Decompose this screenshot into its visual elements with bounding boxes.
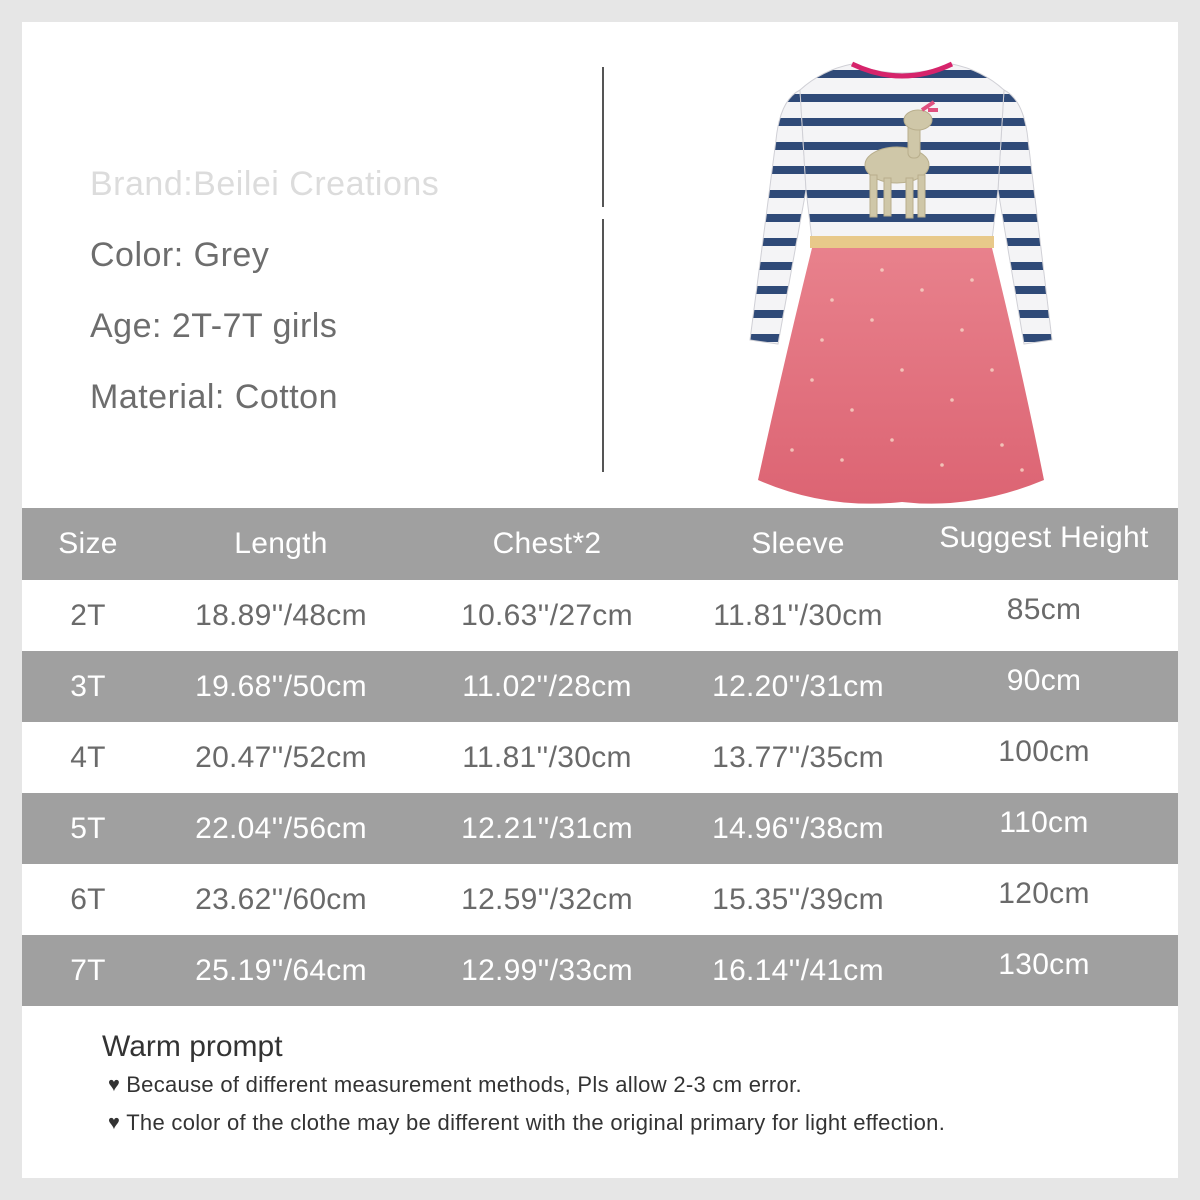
cell-length: 25.19''/64cm	[195, 953, 367, 987]
age-text: Age: 2T-7T girls	[90, 307, 338, 345]
color-text: Color: Grey	[90, 236, 270, 274]
cell-sleeve: 12.20''/31cm	[712, 669, 884, 703]
cell-sleeve: 11.81''/30cm	[713, 598, 883, 632]
table-row	[22, 935, 1178, 1006]
note-item	[102, 1072, 945, 1098]
table-row	[22, 651, 1178, 722]
dress-image	[722, 40, 1082, 510]
table-row	[22, 864, 1178, 935]
cell-chest: 10.63''/27cm	[461, 598, 633, 632]
table-row	[22, 793, 1178, 864]
cell-size: 2T	[70, 598, 106, 632]
cell-size: 7T	[70, 953, 106, 987]
header-size: Size	[58, 527, 118, 560]
table-row	[22, 580, 1178, 651]
cell-height: 100cm	[998, 734, 1090, 768]
cell-height: 90cm	[1006, 663, 1082, 697]
cell-height: 85cm	[1006, 592, 1082, 626]
note-text: Because of different measurement methods, Pls allow 2-3 cm error.	[126, 1072, 802, 1097]
table-header	[22, 508, 1178, 580]
cell-size: 3T	[70, 669, 106, 703]
cell-height: 110cm	[999, 805, 1089, 839]
cell-length: 22.04''/56cm	[195, 811, 367, 845]
cell-chest: 12.59''/32cm	[461, 882, 633, 916]
cell-size: 4T	[70, 740, 106, 774]
cell-chest: 12.99''/33cm	[461, 953, 633, 987]
brand-text: Brand:Beilei Creations	[90, 165, 440, 203]
cell-size: 5T	[70, 811, 106, 845]
cell-height: 130cm	[998, 947, 1090, 981]
heart-icon: ♥	[108, 1111, 121, 1134]
note-text: The color of the clothe may be different with the original primary for light effection.	[126, 1110, 946, 1135]
warm-prompt	[102, 1030, 945, 1148]
cell-length: 23.62''/60cm	[195, 882, 367, 916]
warm-prompt-title: Warm prompt	[102, 1030, 283, 1063]
cell-sleeve: 15.35''/39cm	[712, 882, 884, 916]
header-suggest-height: Suggest Height	[939, 521, 1149, 554]
header-length: Length	[234, 527, 328, 560]
cell-chest: 11.81''/30cm	[462, 740, 632, 774]
size-table	[22, 508, 1178, 1006]
cell-sleeve: 14.96''/38cm	[712, 811, 884, 845]
divider-line	[602, 67, 604, 472]
cell-chest: 12.21''/31cm	[461, 811, 633, 845]
product-info	[90, 167, 439, 451]
cell-length: 20.47''/52cm	[195, 740, 367, 774]
cell-length: 18.89''/48cm	[195, 598, 367, 632]
note-item	[102, 1110, 945, 1136]
header-sleeve: Sleeve	[751, 527, 845, 560]
table-row	[22, 722, 1178, 793]
header-chest: Chest*2	[492, 527, 602, 560]
cell-chest: 11.02''/28cm	[462, 669, 632, 703]
cell-height: 120cm	[998, 876, 1090, 910]
cell-sleeve: 16.14''/41cm	[712, 953, 884, 987]
cell-length: 19.68''/50cm	[195, 669, 367, 703]
cell-size: 6T	[70, 882, 106, 916]
material-text: Material: Cotton	[90, 378, 338, 416]
heart-icon: ♥	[108, 1073, 121, 1096]
size-chart-card	[22, 22, 1178, 1178]
cell-sleeve: 13.77''/35cm	[712, 740, 884, 774]
